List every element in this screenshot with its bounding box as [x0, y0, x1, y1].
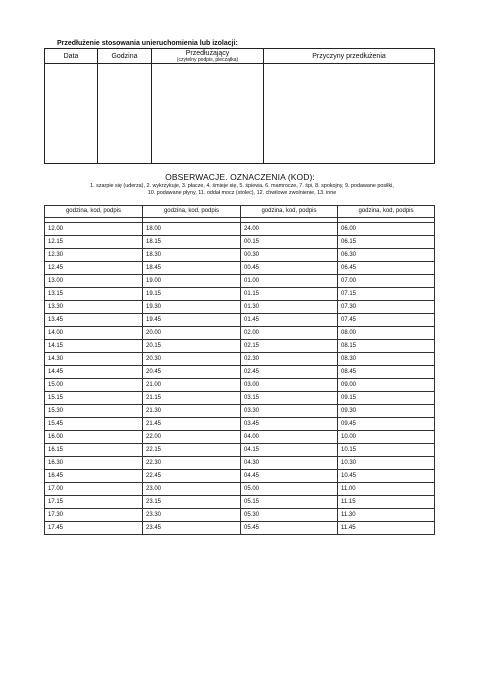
observation-row: [45, 431, 435, 444]
time-slot-cell[interactable]: 11.00: [338, 483, 435, 496]
time-slot-cell[interactable]: 20.15: [143, 340, 241, 353]
time-slot-cell[interactable]: 04.30: [241, 457, 338, 470]
time-slot-cell[interactable]: 16.30: [45, 457, 143, 470]
observation-row: [45, 470, 435, 483]
time-slot-cell[interactable]: 21.30: [143, 405, 241, 418]
extension-header-date-label: Data: [63, 52, 79, 60]
extension-date-cell[interactable]: [45, 64, 98, 164]
extension-section-title: Przedłużenie stosowania unieruchomienia lub izolacji:: [57, 40, 238, 47]
observation-row: [45, 223, 435, 236]
time-slot-cell[interactable]: 02.00: [241, 327, 338, 340]
time-slot-cell[interactable]: 14.30: [45, 353, 143, 366]
observation-row: [45, 327, 435, 340]
time-slot-cell[interactable]: 11.30: [338, 509, 435, 522]
time-slot-cell[interactable]: 08.00: [338, 327, 435, 340]
time-slot-cell[interactable]: 01.30: [241, 301, 338, 314]
observation-row: [45, 379, 435, 392]
time-slot-cell[interactable]: 02.30: [241, 353, 338, 366]
observations-codes: [52, 183, 432, 197]
time-slot-cell[interactable]: 08.15: [338, 340, 435, 353]
time-slot-cell[interactable]: 13.30: [45, 301, 143, 314]
time-slot-cell[interactable]: 05.45: [241, 522, 338, 535]
time-slot-cell[interactable]: 10.45: [338, 470, 435, 483]
time-slot-cell[interactable]: 02.15: [241, 340, 338, 353]
time-slot-cell[interactable]: 00.30: [241, 249, 338, 262]
time-slot-cell[interactable]: 06.00: [338, 223, 435, 236]
observations-column-header: godzina, kod, podpis: [143, 206, 241, 218]
observation-row: [45, 366, 435, 379]
observation-row: [45, 301, 435, 314]
observation-row: [45, 405, 435, 418]
time-slot-cell[interactable]: 06.30: [338, 249, 435, 262]
time-slot-cell[interactable]: 14.45: [45, 366, 143, 379]
time-slot-cell[interactable]: 05.30: [241, 509, 338, 522]
time-slot-cell[interactable]: 18.00: [143, 223, 241, 236]
observations-body: [45, 223, 435, 535]
time-slot-cell[interactable]: 23.30: [143, 509, 241, 522]
extension-extender-cell[interactable]: [152, 64, 264, 164]
observation-row: [45, 236, 435, 249]
observation-row: [45, 392, 435, 405]
time-slot-cell[interactable]: 03.30: [241, 405, 338, 418]
time-slot-cell[interactable]: 14.00: [45, 327, 143, 340]
time-slot-cell[interactable]: 07.15: [338, 288, 435, 301]
time-slot-cell[interactable]: 23.00: [143, 483, 241, 496]
time-slot-cell[interactable]: 17.30: [45, 509, 143, 522]
time-slot-cell[interactable]: 15.45: [45, 418, 143, 431]
time-slot-cell[interactable]: 22.30: [143, 457, 241, 470]
observation-row: [45, 444, 435, 457]
time-slot-cell[interactable]: 18.30: [143, 249, 241, 262]
observations-codes-line-2: 10. podawane płyny, 11. oddał mocz (stolec), 12. chwilowe zwolnienie, 13. inne: [147, 190, 337, 196]
time-slot-cell[interactable]: 17.00: [45, 483, 143, 496]
time-slot-cell[interactable]: 10.00: [338, 431, 435, 444]
time-slot-cell[interactable]: 19.30: [143, 301, 241, 314]
time-slot-cell[interactable]: 04.45: [241, 470, 338, 483]
time-slot-cell[interactable]: 05.15: [241, 496, 338, 509]
time-slot-cell[interactable]: 12.30: [45, 249, 143, 262]
time-slot-cell[interactable]: 15.15: [45, 392, 143, 405]
observation-row: [45, 483, 435, 496]
observation-row: [45, 288, 435, 301]
time-slot-cell[interactable]: 07.30: [338, 301, 435, 314]
time-slot-cell[interactable]: 12.15: [45, 236, 143, 249]
time-slot-cell[interactable]: 17.45: [45, 522, 143, 535]
time-slot-cell[interactable]: 10.15: [338, 444, 435, 457]
observation-row: [45, 340, 435, 353]
time-slot-cell[interactable]: 20.00: [143, 327, 241, 340]
time-slot-cell[interactable]: 13.45: [45, 314, 143, 327]
time-slot-cell[interactable]: 07.00: [338, 275, 435, 288]
time-slot-cell[interactable]: 17.15: [45, 496, 143, 509]
time-slot-cell[interactable]: 16.15: [45, 444, 143, 457]
observations-codes-line-1: 1. szarpie się (uderza), 2. wykrzykuje, 3. płacze, 4. śmieje się, 5. śpiewa, 6. mamrocze, 7. śpi, 8. spokojny, 9. podawane posiłki,: [90, 183, 394, 189]
extension-table: [44, 48, 435, 164]
extension-header-hour: [98, 49, 152, 64]
extension-header-extender-label: Przedłużający: [185, 49, 230, 57]
time-slot-cell[interactable]: 06.15: [338, 236, 435, 249]
observations-column-header: godzina, kod, podpis: [241, 206, 338, 218]
time-slot-cell[interactable]: 22.15: [143, 444, 241, 457]
time-slot-cell[interactable]: 20.30: [143, 353, 241, 366]
time-slot-cell[interactable]: 22.00: [143, 431, 241, 444]
time-slot-cell[interactable]: 03.15: [241, 392, 338, 405]
time-slot-cell[interactable]: 00.45: [241, 262, 338, 275]
time-slot-cell[interactable]: 11.15: [338, 496, 435, 509]
observation-row: [45, 314, 435, 327]
time-slot-cell[interactable]: 23.45: [143, 522, 241, 535]
time-slot-cell[interactable]: 11.45: [338, 522, 435, 535]
time-slot-cell[interactable]: 21.00: [143, 379, 241, 392]
time-slot-cell[interactable]: 15.30: [45, 405, 143, 418]
time-slot-cell[interactable]: 16.00: [45, 431, 143, 444]
observation-row: [45, 275, 435, 288]
extension-reasons-cell[interactable]: [264, 64, 435, 164]
observation-row: [45, 418, 435, 431]
time-slot-cell[interactable]: 04.00: [241, 431, 338, 444]
observation-row: [45, 353, 435, 366]
observation-row: [45, 249, 435, 262]
time-slot-cell[interactable]: 13.15: [45, 288, 143, 301]
extension-hour-cell[interactable]: [98, 64, 152, 164]
extension-header-extender: [152, 49, 264, 64]
extension-header-hour-label: Godzina: [111, 52, 138, 60]
time-slot-cell[interactable]: 09.00: [338, 379, 435, 392]
time-slot-cell[interactable]: 23.15: [143, 496, 241, 509]
time-slot-cell[interactable]: 09.45: [338, 418, 435, 431]
observation-row: [45, 262, 435, 275]
extension-header-date: [45, 49, 98, 64]
observations-table: [44, 205, 435, 535]
time-slot-cell[interactable]: 05.00: [241, 483, 338, 496]
observations-column-header: godzina, kod, podpis: [338, 206, 435, 218]
time-slot-cell[interactable]: 21.45: [143, 418, 241, 431]
time-slot-cell[interactable]: 04.15: [241, 444, 338, 457]
time-slot-cell[interactable]: 12.00: [45, 223, 143, 236]
time-slot-cell[interactable]: 03.00: [241, 379, 338, 392]
time-slot-cell[interactable]: 18.45: [143, 262, 241, 275]
observation-row: [45, 522, 435, 535]
time-slot-cell[interactable]: 12.45: [45, 262, 143, 275]
extension-header-extender-sublabel: (czytelny podpis, pieczątka): [176, 56, 239, 63]
time-slot-cell[interactable]: 21.15: [143, 392, 241, 405]
time-slot-cell[interactable]: 19.45: [143, 314, 241, 327]
observations-column-header: godzina, kod, podpis: [45, 206, 143, 218]
time-slot-cell[interactable]: 18.15: [143, 236, 241, 249]
observation-row: [45, 457, 435, 470]
extension-entry-row: [45, 64, 435, 164]
time-slot-cell[interactable]: 24.00: [241, 223, 338, 236]
time-slot-cell[interactable]: 14.15: [45, 340, 143, 353]
observations-title: OBSERWACJE. OZNACZENIA (KOD):: [165, 172, 315, 182]
time-slot-cell[interactable]: 03.45: [241, 418, 338, 431]
time-slot-cell[interactable]: 13.00: [45, 275, 143, 288]
time-slot-cell[interactable]: 19.15: [143, 288, 241, 301]
time-slot-cell[interactable]: 00.15: [241, 236, 338, 249]
time-slot-cell[interactable]: 16.45: [45, 470, 143, 483]
time-slot-cell[interactable]: 06.45: [338, 262, 435, 275]
time-slot-cell[interactable]: 09.30: [338, 405, 435, 418]
time-slot-cell[interactable]: 02.45: [241, 366, 338, 379]
time-slot-cell[interactable]: 08.45: [338, 366, 435, 379]
time-slot-cell[interactable]: 22.45: [143, 470, 241, 483]
time-slot-cell[interactable]: 19.00: [143, 275, 241, 288]
observation-row: [45, 496, 435, 509]
time-slot-cell[interactable]: 01.45: [241, 314, 338, 327]
observation-row: [45, 509, 435, 522]
time-slot-cell[interactable]: 01.15: [241, 288, 338, 301]
time-slot-cell[interactable]: 01.00: [241, 275, 338, 288]
time-slot-cell[interactable]: 20.45: [143, 366, 241, 379]
time-slot-cell[interactable]: 15.00: [45, 379, 143, 392]
extension-header-reasons: [264, 49, 435, 64]
time-slot-cell[interactable]: 10.30: [338, 457, 435, 470]
time-slot-cell[interactable]: 08.30: [338, 353, 435, 366]
time-slot-cell[interactable]: 07.45: [338, 314, 435, 327]
extension-header-reasons-label: Przyczyny przedłużenia: [312, 52, 386, 60]
time-slot-cell[interactable]: 09.15: [338, 392, 435, 405]
